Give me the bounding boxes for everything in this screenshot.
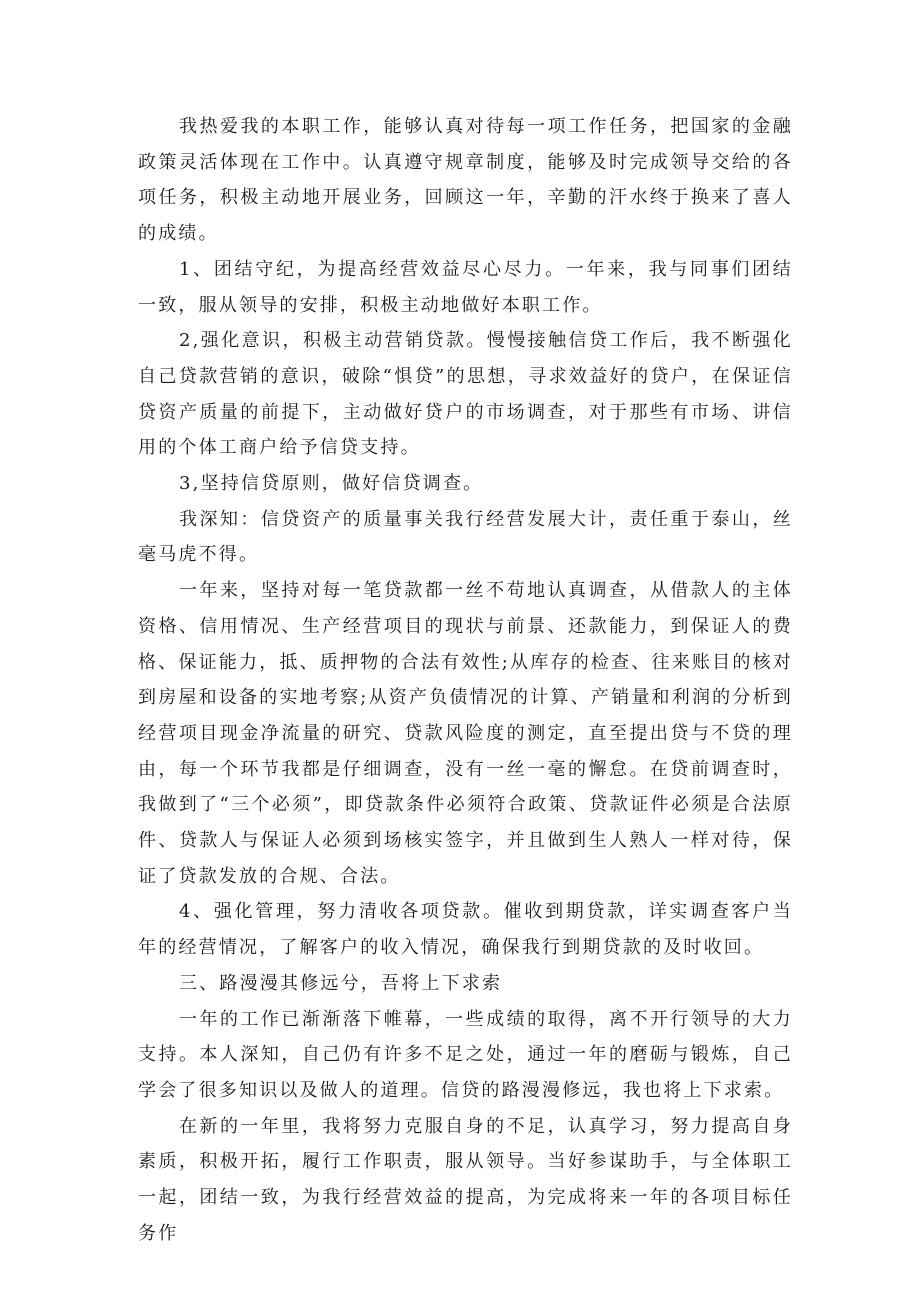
paragraph-6: 一年来，坚持对每一笔贷款都一丝不苟地认真调查，从借款人的主体资格、信用情况、生产经营项目的现状与前景、还款能力，到保证人的费格、保证能力，抵、质押物的合法有效性;从库存的检查、往来账目的核对到房屋和设备的实地考察;从资产负债情况的计算、产销量和利润的分析到经营项目现金净流量的研究、贷款风险度的测定，直至提出贷与不贷的理由，每一个环节我都是仔细调查，没有一丝一毫的懈怠。在贷前调查时，我做到了“三个必须”，即贷款条件必须符合政策、贷款证件必须是合法原件、贷款人与保证人必须到场核实签字，并且做到生人熟人一样对待，保证了贷款发放的合规、合法。: [138, 580, 793, 887]
paragraph-1: 我热爱我的本职工作，能够认真对待每一项工作任务，把国家的金融政策灵活体现在工作中。认真遵守规章制度，能够及时完成领导交给的各项任务，积极主动地开展业务，回顾这一年，辛勤的汗水终于换来了喜人的成绩。: [138, 116, 793, 245]
section-heading: 三、路漫漫其修远兮，吾将上下求索: [179, 972, 503, 994]
paragraph-3: 2,强化意识，积极主动营销贷款。慢慢接触信贷工作后，我不断强化自己贷款营销的意识，破除“惧贷”的思想，寻求效益好的贷户，在保证信贷资产质量的前提下，主动做好贷户的市场调查，对于那些有市场、讲信用的个体工商户给予信贷支持。: [138, 330, 793, 459]
paragraph-2: 1、团结守纪，为提高经营效益尽心尽力。一年来，我与同事们团结一致，服从领导的安排，积极主动地做好本职工作。: [138, 258, 793, 316]
paragraph-7: 4、强化管理，努力清收各项贷款。催收到期贷款，详实调查客户当年的经营情况，了解客户的收入情况，确保我行到期贷款的及时收回。: [138, 901, 793, 959]
document-body: [138, 109, 793, 1252]
paragraph-4: 3,坚持信贷原则，做好信贷调查。: [179, 473, 484, 495]
paragraph-5: 我深知：信贷资产的质量事关我行经营发展大计，责任重于泰山，丝毫马虎不得。: [138, 508, 793, 566]
paragraph-9: 一年的工作已渐渐落下帷幕，一些成绩的取得，离不开行领导的大力支持。本人深知，自己仍有许多不足之处，通过一年的磨砺与锻炼，自己学会了很多知识以及做人的道理。信贷的路漫漫修远，我也将上下求索。: [138, 1008, 793, 1101]
paragraph-10: 在新的一年里，我将努力克服自身的不足，认真学习，努力提高自身素质，积极开拓，履行工作职责，服从领导。当好参谋助手，与全体职工一起，团结一致，为我行经营效益的提高，为完成将来一年的各项目标任务作: [138, 1115, 793, 1244]
